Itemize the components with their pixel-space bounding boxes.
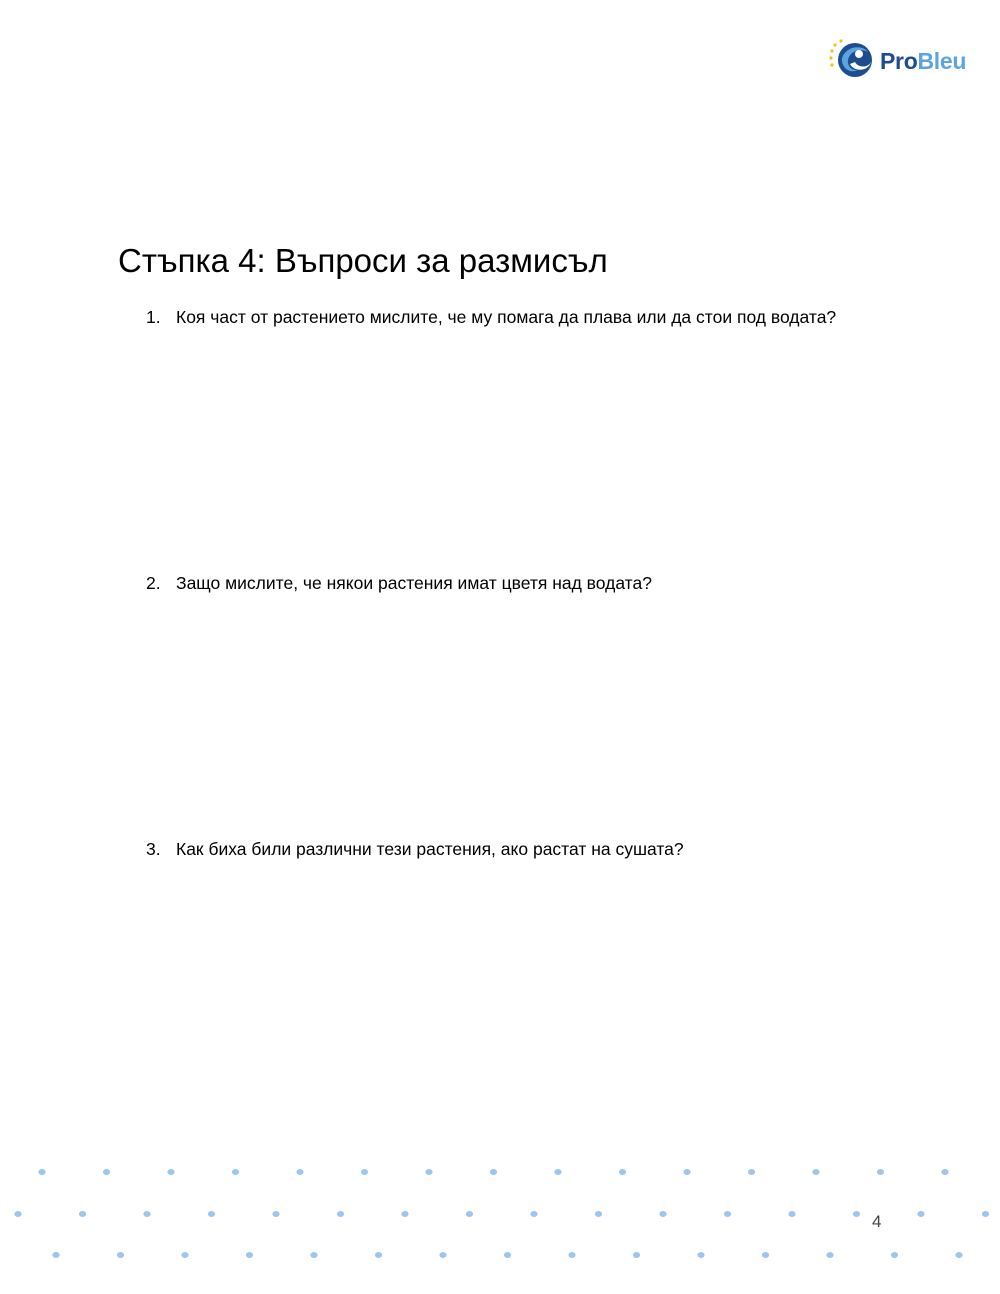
decorative-dot — [143, 1211, 150, 1217]
question-item — [146, 573, 652, 594]
decorative-dot — [38, 1169, 45, 1175]
decorative-dot — [167, 1169, 174, 1175]
decorative-dot — [232, 1169, 239, 1175]
decorative-dot — [941, 1169, 948, 1175]
question-number: 2. — [146, 573, 161, 593]
decorative-dot — [748, 1169, 755, 1175]
decorative-dot — [697, 1252, 704, 1258]
decorative-dot — [296, 1169, 303, 1175]
decorative-dot — [14, 1211, 21, 1217]
decorative-dot — [955, 1252, 962, 1258]
question-text: Коя част от растението мислите, че му помага да плава или да стои под водата? — [176, 307, 837, 327]
decorative-dot — [490, 1169, 497, 1175]
logo-wordmark — [880, 48, 966, 75]
question-text: Как биха били различни тези растения, ако растат на сушата? — [176, 839, 684, 859]
decorative-dot — [504, 1252, 511, 1258]
decorative-dot — [724, 1211, 731, 1217]
decorative-dot — [619, 1169, 626, 1175]
decorative-dot — [401, 1211, 408, 1217]
question-text: Защо мислите, че някои растения имат цветя над водата? — [176, 573, 652, 593]
decorative-dot — [891, 1252, 898, 1258]
decorative-dot — [554, 1169, 561, 1175]
decorative-dot — [246, 1252, 253, 1258]
decorative-dot — [683, 1169, 690, 1175]
decorative-dot — [425, 1169, 432, 1175]
decorative-dot — [439, 1252, 446, 1258]
decorative-dot — [788, 1211, 795, 1217]
decorative-dot — [337, 1211, 344, 1217]
decorative-dot — [79, 1211, 86, 1217]
probleu-logo — [828, 38, 980, 82]
decorative-dot — [853, 1211, 860, 1217]
decorative-dot — [208, 1211, 215, 1217]
decorative-dot — [117, 1252, 124, 1258]
decorative-dot — [466, 1211, 473, 1217]
blue-dot-pattern — [0, 1150, 1000, 1280]
decorative-dot — [812, 1169, 819, 1175]
decorative-dot — [762, 1252, 769, 1258]
question-item — [146, 307, 836, 328]
logo-text-pro: Pro — [880, 47, 918, 74]
decorative-dot — [52, 1252, 59, 1258]
decorative-dot — [310, 1252, 317, 1258]
decorative-dot — [361, 1169, 368, 1175]
decorative-dot — [568, 1252, 575, 1258]
decorative-dot — [877, 1169, 884, 1175]
decorative-dot — [595, 1211, 602, 1217]
decorative-dot — [659, 1211, 666, 1217]
decorative-dot — [375, 1252, 382, 1258]
decorative-dot — [826, 1252, 833, 1258]
decorative-dot — [917, 1211, 924, 1217]
decorative-dot — [272, 1211, 279, 1217]
decorative-dot — [181, 1252, 188, 1258]
page-title: Стъпка 4: Въпроси за размисъл — [118, 242, 608, 279]
decorative-dot — [103, 1169, 110, 1175]
page-number: 4 — [872, 1212, 882, 1231]
probleu-swirl-logo-icon — [828, 38, 876, 82]
question-item — [146, 839, 684, 860]
question-number: 1. — [146, 307, 161, 327]
logo-text-bleu: Bleu — [917, 47, 967, 74]
decorative-dot — [982, 1211, 989, 1217]
decorative-dot — [530, 1211, 537, 1217]
question-number: 3. — [146, 839, 161, 859]
decorative-dot — [633, 1252, 640, 1258]
